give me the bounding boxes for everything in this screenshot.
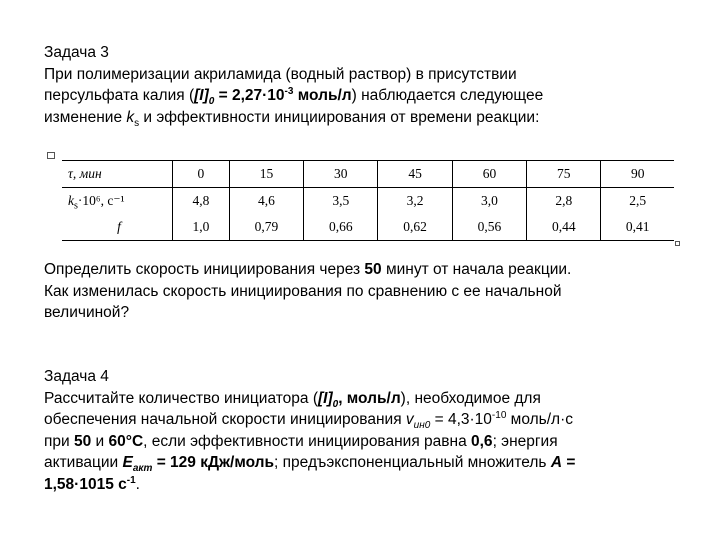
text-fragment: при — [44, 432, 74, 450]
table-cell: 4,8 — [173, 188, 230, 215]
table-cell: 3,0 — [452, 188, 526, 215]
efficiency-value: 0,6 — [471, 432, 493, 450]
table-cell: 0,79 — [229, 214, 303, 241]
time-header-label: τ, мин — [68, 166, 102, 181]
task4-title: Задача 4 — [44, 368, 109, 385]
rate-constant-symbol: k — [126, 108, 135, 126]
text-fragment: . — [135, 475, 140, 493]
energy-symbol: E — [122, 454, 133, 471]
temperature-value: 50 — [73, 432, 92, 450]
table-cell: 60 — [452, 161, 526, 188]
concentration-value: = 2,27·10 — [214, 87, 285, 104]
text-fragment: Рассчитайте количество инициатора ( — [44, 389, 318, 407]
preexponential-symbol: A — [550, 454, 563, 471]
table-cell: 3,2 — [378, 188, 452, 215]
task4-line3 — [44, 431, 684, 453]
text-fragment: персульфата калия ( — [44, 87, 195, 104]
question-line3: величиной? — [44, 304, 130, 321]
question-line2: Как изменилась скорость инициирования по сравнению с ее начальной — [44, 282, 562, 300]
minutes-value: 50 — [364, 261, 382, 278]
text-fragment: активации — [44, 454, 123, 471]
text-fragment: , если эффективности инициирования равна — [143, 432, 471, 450]
exponent: -1 — [126, 474, 136, 486]
task3-line2 — [44, 85, 684, 107]
ks-symbol: k — [68, 193, 74, 208]
task4-line1 — [44, 388, 684, 410]
energy-value: = 129 кДж/моль — [152, 454, 275, 471]
unit: моль/л — [293, 87, 352, 104]
text-fragment: и эффективности инициирования от времени реакции: — [139, 108, 540, 126]
task4-line4 — [44, 452, 684, 474]
task4-block — [44, 366, 684, 495]
subscript: s — [134, 117, 140, 129]
table-cell: 4,6 — [229, 188, 303, 215]
question-line1 — [44, 259, 684, 281]
table-row — [62, 161, 674, 188]
text-fragment: ; энергия — [492, 432, 558, 450]
text-fragment: ), необходимое для — [400, 389, 541, 407]
task3-question — [44, 259, 684, 324]
f-symbol: f — [117, 219, 121, 234]
table-cell: 45 — [378, 161, 452, 188]
subscript: ин0 — [413, 420, 431, 432]
text-fragment: обеспечения начальной скорости инициирования — [44, 411, 406, 428]
exponent: -10 — [491, 409, 507, 421]
ks-header — [62, 188, 173, 215]
text-fragment: изменение — [44, 108, 127, 126]
table-cell: 90 — [601, 161, 674, 188]
table-cell: 2,8 — [527, 188, 601, 215]
unit: , моль/л — [338, 389, 401, 407]
table-cell: 0,62 — [378, 214, 452, 241]
table-cell: 0,66 — [304, 214, 378, 241]
task3-line1: При полимеризации акриламида (водный раствор) в присутствии — [44, 65, 517, 83]
task3-line3 — [44, 107, 684, 129]
text-fragment: ; предъэкспоненциальный множитель — [274, 454, 551, 471]
image-placeholder-icon — [47, 152, 55, 159]
table-cell: 75 — [527, 161, 601, 188]
resize-handle-icon — [675, 241, 680, 246]
rate-value: = 4,3·10 — [430, 411, 492, 428]
task3-title: Задача 3 — [44, 44, 109, 61]
rate-symbol: v — [405, 411, 414, 428]
table-cell: 1,0 — [173, 214, 230, 241]
table-row — [62, 188, 674, 215]
text-fragment: = — [562, 454, 576, 471]
task3-block — [44, 42, 684, 128]
text-fragment: и — [91, 432, 109, 450]
table-cell: 0,41 — [601, 214, 674, 241]
table-cell: 2,5 — [629, 193, 647, 208]
temperature-value: 60°C — [108, 432, 144, 450]
table-cell: 3,5 — [304, 188, 378, 215]
text-fragment: Определить скорость инициирования через — [44, 261, 365, 278]
ks-unit: ·10⁶, с⁻¹ — [77, 193, 125, 208]
table-cell: 0,44 — [527, 214, 601, 241]
f-header — [62, 214, 173, 241]
table-cell: 15 — [229, 161, 303, 188]
subscript: s — [74, 200, 78, 212]
exponent: -3 — [284, 85, 294, 97]
task4-line5 — [44, 474, 684, 496]
unit: моль/л·с — [506, 411, 573, 428]
text-fragment: ) наблюдается следующее — [351, 87, 544, 104]
text-fragment: минут от начала реакции. — [381, 261, 572, 278]
data-table-image — [48, 152, 678, 244]
table-cell: 0 — [173, 161, 230, 188]
table-cell: 0,56 — [452, 214, 526, 241]
task4-line2 — [44, 409, 684, 431]
subscript: 0 — [332, 398, 339, 410]
time-header — [62, 161, 173, 188]
subscript: акт — [132, 463, 153, 475]
table-cell: 30 — [304, 161, 378, 188]
preexponential-value: 1,58·1015 с — [44, 475, 127, 493]
table-row — [62, 214, 674, 241]
kinetics-table — [62, 160, 674, 241]
initiator-symbol: [I] — [194, 87, 209, 104]
subscript: 0 — [208, 96, 215, 108]
initiator-symbol: [I] — [317, 389, 333, 407]
